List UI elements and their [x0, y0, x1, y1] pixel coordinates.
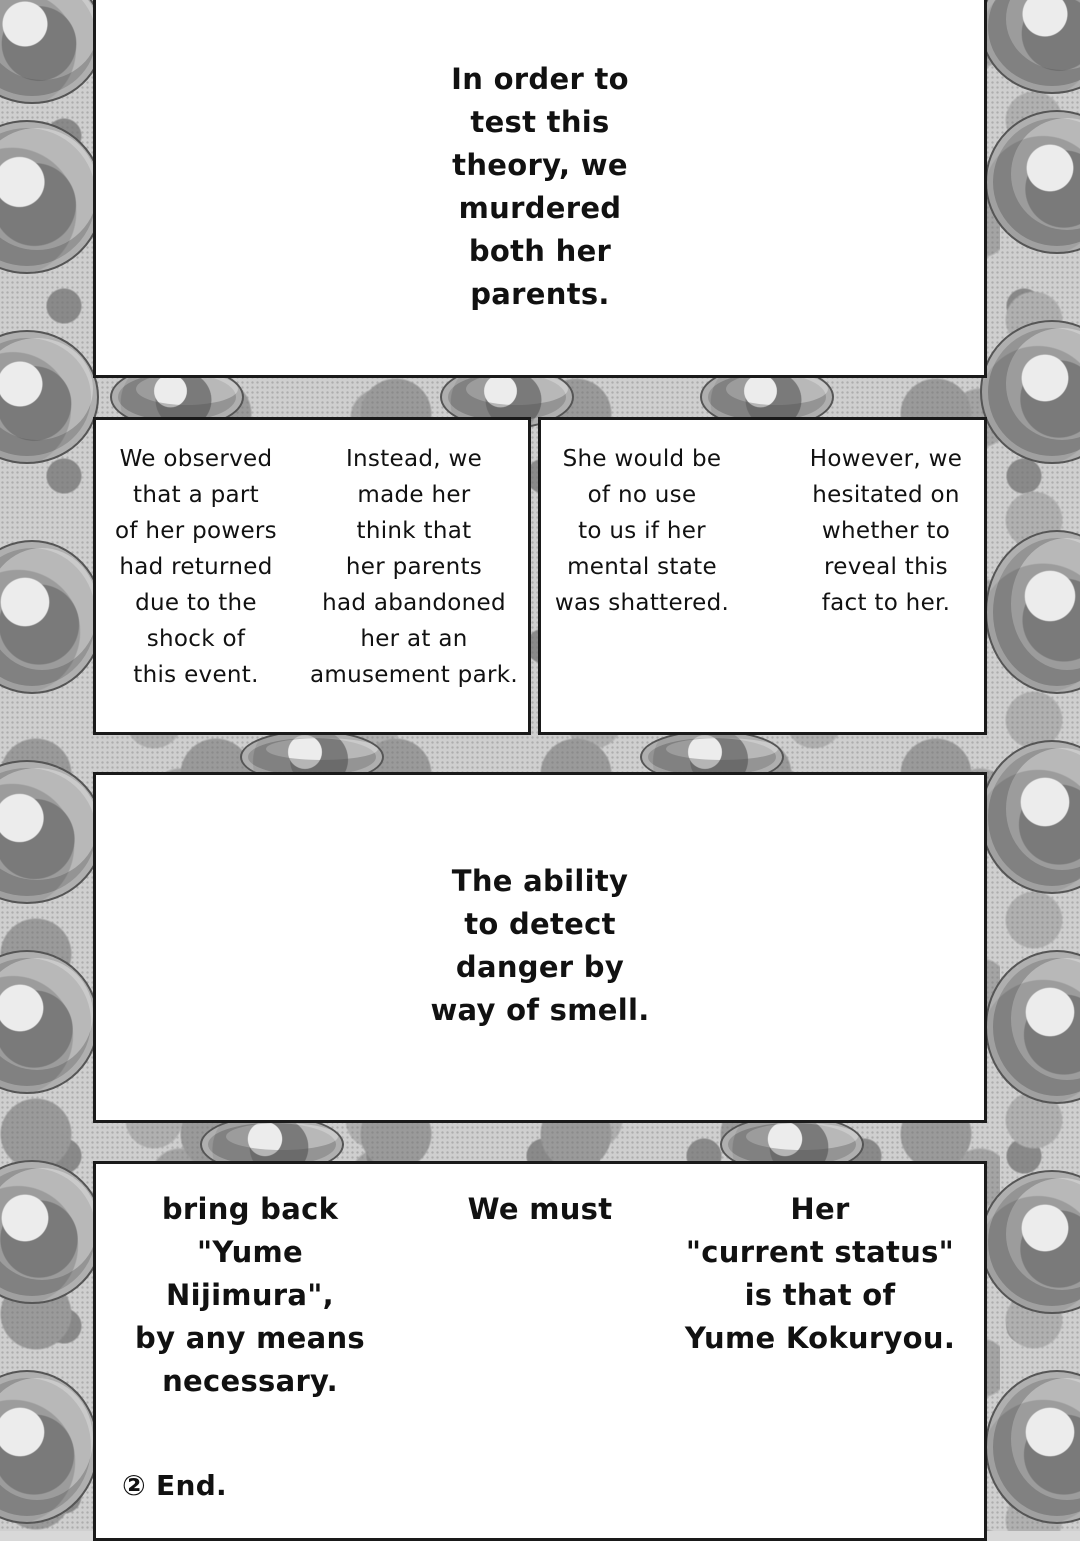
panel-2-caption-left: We observed that a part of her powers had returned due to the shock of this event.	[115, 446, 277, 688]
panel-5-caption-middle: We must	[467, 1192, 613, 1226]
chapter-end-label: ② End.	[122, 1469, 227, 1502]
panel-4-caption: The ability to detect danger by way of smell.	[430, 864, 650, 1027]
panel-5-caption-right: Her "current status" is that of Yume Kokuryou.	[684, 1192, 956, 1355]
panel-1-caption: In order to test this theory, we murdered both her parents.	[451, 62, 629, 311]
panel-3-caption-left: She would be of no use to us if her mental state was shattered.	[554, 446, 730, 616]
panel-2-caption-right: Instead, we made her think that her parents had abandoned her at an amusement park.	[310, 446, 518, 688]
panel-3-caption-right: However, we hesitated on whether to reveal this fact to her.	[809, 446, 963, 616]
panel-5-caption-left: bring back "Yume Nijimura", by any means necessary.	[135, 1192, 365, 1398]
